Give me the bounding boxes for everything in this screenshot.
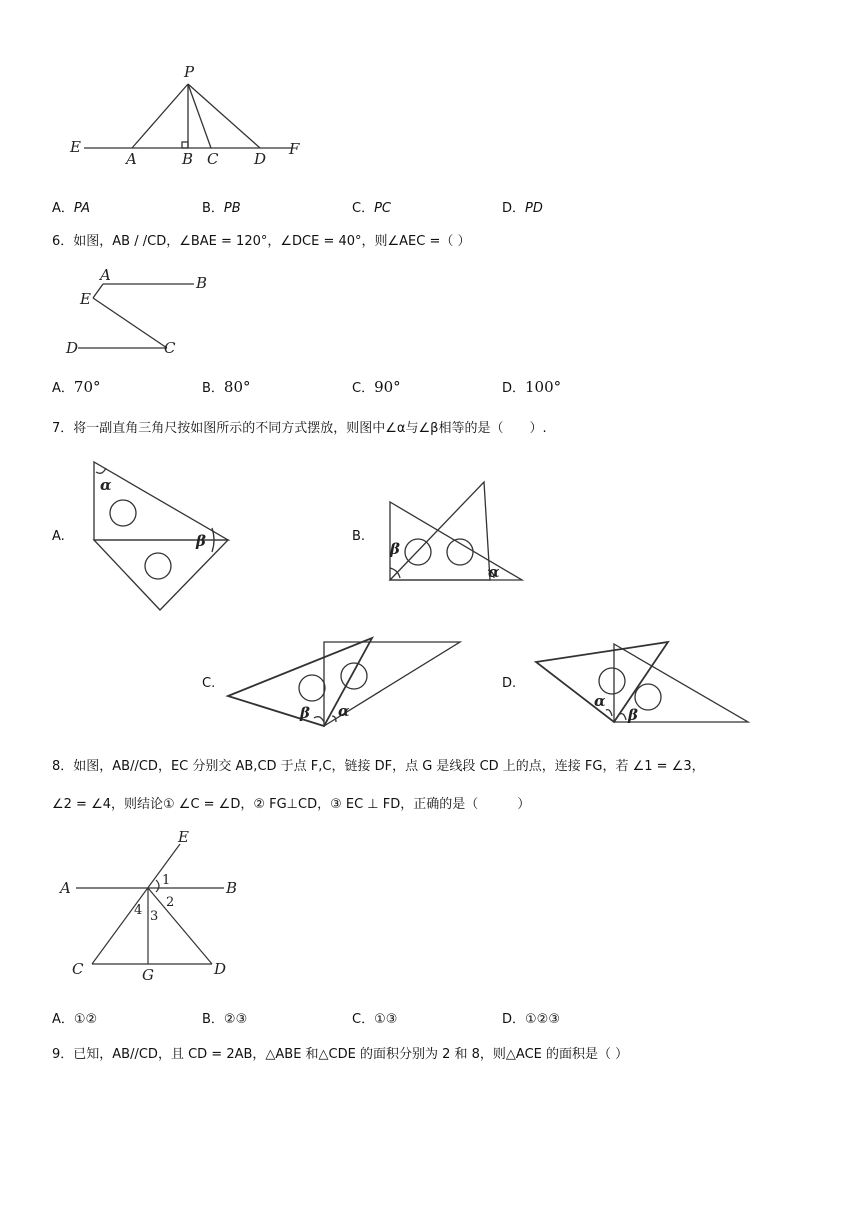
option-text: 70° xyxy=(73,378,101,396)
label-B: B xyxy=(182,150,194,168)
alpha-label: α xyxy=(338,702,350,720)
question-text: 已知，AB//CD，且 CD = 2AB，△ABE 和△CDE 的面积分别为 2 和 8，则△ACE 的面积是（ ） xyxy=(73,1047,629,1062)
label-B: B xyxy=(196,274,208,292)
question-number: 6． xyxy=(52,234,74,249)
question-text: 如图，AB / /CD，∠BAE = 120°，∠DCE = 40°，则∠AEC =（ ） xyxy=(73,234,471,249)
option-text: PC xyxy=(374,201,391,216)
label-E: E xyxy=(70,138,81,156)
label-D: D xyxy=(66,339,79,357)
q7-option-d-letter: D. xyxy=(502,676,517,691)
option-letter: C． xyxy=(352,1012,375,1027)
label-C: C xyxy=(207,150,219,168)
option-text: ①②③ xyxy=(525,1012,560,1027)
option-letter: B． xyxy=(202,1012,224,1027)
option-letter: C． xyxy=(352,201,375,216)
q7-stem xyxy=(52,417,547,436)
option-text: 80° xyxy=(223,378,251,396)
beta-label: β xyxy=(628,706,638,724)
label-E: E xyxy=(178,828,189,846)
option-letter: A． xyxy=(52,381,74,396)
option-letter: D． xyxy=(502,381,526,396)
option-letter: D． xyxy=(502,1012,526,1027)
label-A: A xyxy=(100,268,111,284)
alpha-label: α xyxy=(488,563,500,581)
question-number: 9． xyxy=(52,1047,74,1062)
option-text: ①② xyxy=(73,1012,98,1027)
option-text: ①③ xyxy=(374,1012,398,1027)
q5-option-b xyxy=(202,197,241,216)
angle-1-label: 1 xyxy=(162,873,171,888)
label-C: C xyxy=(72,960,84,978)
option-letter: A． xyxy=(52,1012,74,1027)
label-A: A xyxy=(60,879,71,897)
q8-stem-line1 xyxy=(52,755,705,774)
alpha-label: α xyxy=(100,476,112,494)
q8-option-d xyxy=(502,1008,560,1027)
question-text: 如图，AB//CD，EC 分别交 AB,CD 于点 F,C，链接 DF，点 G 是线段 CD 上的点，连接 FG，若 ∠1 = ∠3， xyxy=(73,759,705,774)
q5-option-d xyxy=(502,197,543,216)
option-letter: A． xyxy=(52,201,74,216)
option-letter: D． xyxy=(502,201,526,216)
q6-option-c xyxy=(352,377,401,396)
label-F: F xyxy=(289,140,300,158)
label-P: P xyxy=(184,63,195,81)
q6-figure xyxy=(60,268,220,363)
question-number: 8． xyxy=(52,759,74,774)
q5-option-a xyxy=(52,197,90,216)
q8-option-b xyxy=(202,1008,247,1027)
q7-option-a-letter: A. xyxy=(52,529,65,544)
label-A: A xyxy=(126,150,137,168)
q7-figure-b xyxy=(384,478,532,586)
option-letter: B． xyxy=(202,201,224,216)
q8-option-c xyxy=(352,1008,397,1027)
option-letter: B． xyxy=(202,381,224,396)
q6-option-b xyxy=(202,377,251,396)
label-D: D xyxy=(214,960,227,978)
q8-stem-line2: ∠2 = ∠4，则结论① ∠C = ∠D，② FG⊥CD，③ EC ⊥ FD，正确的是（ ） xyxy=(52,797,531,812)
option-text: PB xyxy=(223,201,241,216)
q6-stem xyxy=(52,230,471,249)
q8-option-a xyxy=(52,1008,97,1027)
option-text: 90° xyxy=(374,378,401,396)
label-D: D xyxy=(254,150,267,168)
option-text: PA xyxy=(73,201,90,216)
q9-stem xyxy=(52,1043,628,1062)
angle-2-label: 2 xyxy=(166,895,175,910)
angle-4-label: 4 xyxy=(134,903,143,918)
question-number: 7． xyxy=(52,421,74,436)
option-letter: C． xyxy=(352,381,375,396)
beta-label: β xyxy=(196,532,206,550)
option-text: PD xyxy=(525,201,543,216)
beta-label: β xyxy=(300,704,310,722)
q7-figure-a xyxy=(88,458,238,616)
label-G: G xyxy=(142,966,154,984)
q7-figure-c xyxy=(224,636,466,732)
option-text: ②③ xyxy=(223,1012,248,1027)
angle-3-label: 3 xyxy=(150,909,159,924)
q5-option-c xyxy=(352,197,391,216)
label-C: C xyxy=(164,339,176,357)
q6-option-a xyxy=(52,377,101,396)
alpha-label: α xyxy=(594,692,606,710)
q7-option-c-letter: C. xyxy=(202,676,216,691)
label-E: E xyxy=(80,290,91,308)
q5-figure xyxy=(60,60,320,180)
beta-label: β xyxy=(390,540,400,558)
q7-option-b-letter: B. xyxy=(352,529,366,544)
q8-figure xyxy=(56,828,256,988)
q7-figure-d xyxy=(530,636,752,728)
option-text: 100° xyxy=(525,378,562,396)
question-text: 将一副直角三角尺按如图所示的不同方式摆放，则图中∠α与∠β相等的是（ ）. xyxy=(73,421,547,436)
label-B: B xyxy=(226,879,238,897)
q6-option-d xyxy=(502,377,561,396)
